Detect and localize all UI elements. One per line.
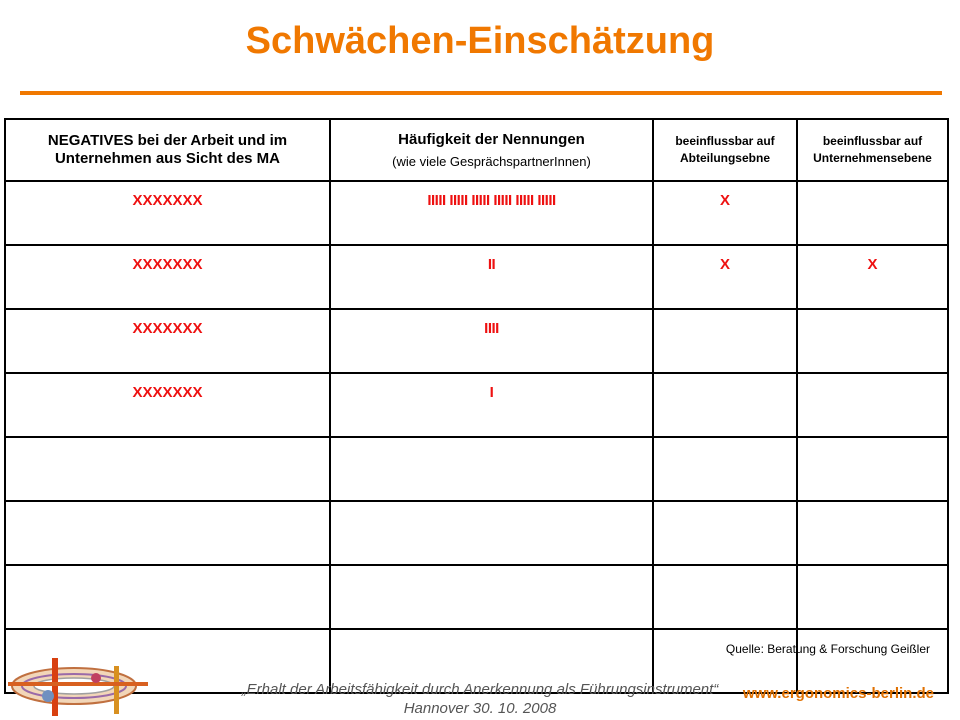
footer-url-link[interactable]: www.ergonomics-berlin.de <box>742 685 934 702</box>
table-cell-department <box>653 309 797 373</box>
header-negatives <box>5 119 330 181</box>
table-row <box>5 373 948 437</box>
table-row <box>5 565 948 629</box>
table-cell-negatives <box>5 437 330 501</box>
logo-image <box>4 656 154 718</box>
title-underline <box>20 91 942 95</box>
table-cell-company <box>797 181 948 245</box>
table-cell-department: X <box>653 245 797 309</box>
table-cell-frequency: I <box>330 373 653 437</box>
table-body <box>5 181 948 693</box>
header-negatives-label: NEGATIVES bei der Arbeit und im Unternehmen aus Sicht des MA <box>47 132 288 167</box>
table-cell-negatives: XXXXXXX <box>5 181 330 245</box>
header-department <box>653 119 797 181</box>
footer-line-1: „Erhalt der Arbeitsfähigkeit durch Anerkennung als Führungsinstrument“ <box>241 681 719 698</box>
source-note: Quelle: Beratung & Forschung Geißler <box>725 642 930 656</box>
header-frequency-sublabel: (wie viele GesprächspartnerInnen) <box>392 153 591 169</box>
table-cell-company <box>797 373 948 437</box>
table-cell-negatives <box>5 501 330 565</box>
table-cell-frequency <box>330 437 653 501</box>
table-cell-department <box>653 373 797 437</box>
table-cell-company <box>797 309 948 373</box>
table-cell-department <box>653 565 797 629</box>
table-cell-company <box>797 565 948 629</box>
table-header-row <box>5 119 948 181</box>
table-cell-company <box>797 629 948 693</box>
table-cell-company <box>797 501 948 565</box>
table-cell-frequency: IIIII IIIII IIIII IIIII IIIII IIIII <box>330 181 653 245</box>
table-row <box>5 245 948 309</box>
table-row <box>5 437 948 501</box>
table-cell-frequency: IIII <box>330 309 653 373</box>
weakness-table <box>4 118 949 694</box>
table-row <box>5 309 948 373</box>
table-cell-department: X <box>653 181 797 245</box>
footer-line-2: Hannover 30. 10. 2008 <box>403 700 557 717</box>
table-cell-frequency: II <box>330 245 653 309</box>
table-cell-negatives: XXXXXXX <box>5 245 330 309</box>
table-row <box>5 181 948 245</box>
table-cell-department <box>653 501 797 565</box>
table-cell-negatives <box>5 565 330 629</box>
header-department-label: beeinflussbar auf Abteilungsebne <box>675 134 775 165</box>
table-cell-company: X <box>797 245 948 309</box>
table-cell-frequency <box>330 565 653 629</box>
header-frequency-label: Häufigkeit der Nennungen <box>398 130 585 148</box>
table-row <box>5 501 948 565</box>
table-cell-department <box>653 437 797 501</box>
header-frequency <box>330 119 653 181</box>
table-cell-negatives: XXXXXXX <box>5 309 330 373</box>
header-company <box>797 119 948 181</box>
page-title: Schwächen-Einschätzung <box>245 20 715 62</box>
table-cell-frequency <box>330 501 653 565</box>
header-company-label: beeinflussbar auf Unternehmensebene <box>813 134 932 165</box>
footer-caption <box>150 680 810 718</box>
table-cell-company <box>797 437 948 501</box>
table-cell-negatives: XXXXXXX <box>5 373 330 437</box>
